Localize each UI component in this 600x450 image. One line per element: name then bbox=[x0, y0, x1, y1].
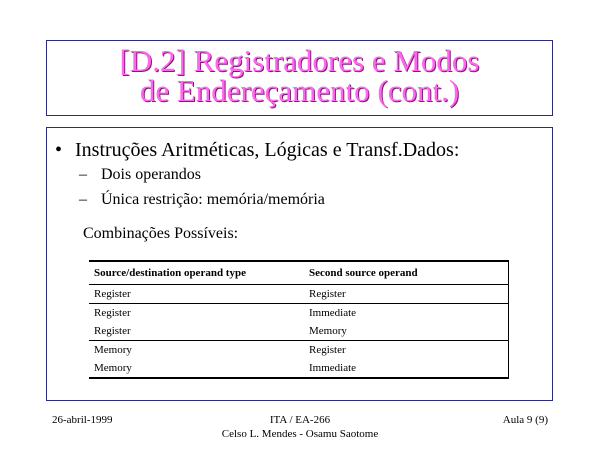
table-cell: Register bbox=[304, 341, 509, 360]
sub-item-operands bbox=[79, 165, 201, 185]
table-row bbox=[89, 341, 509, 360]
table-row bbox=[89, 322, 509, 341]
sub-item-restriction bbox=[79, 190, 325, 210]
main-bullet-text: Instruções Aritméticas, Lógicas e Transf.Dados: bbox=[75, 139, 460, 161]
table-cell: Register bbox=[304, 285, 509, 304]
header-second-source: Second source operand bbox=[304, 261, 509, 285]
content-box bbox=[46, 127, 553, 401]
table-row bbox=[89, 285, 509, 304]
sub-item-text: Dois operandos bbox=[101, 166, 201, 183]
title-box bbox=[46, 40, 553, 116]
title-line-2: de Endereçamento (cont.) bbox=[139, 73, 460, 108]
table-cell: Register bbox=[94, 325, 131, 337]
footer-course: ITA / EA-266 bbox=[269, 414, 331, 426]
table-row bbox=[89, 304, 509, 323]
table-cell: Memory bbox=[304, 322, 509, 341]
footer-page-number: Aula 9 (9) bbox=[502, 414, 548, 426]
header-source-destination: Source/destination operand type bbox=[89, 261, 304, 285]
title-line-1: [D.2] Registradores e Modos bbox=[119, 43, 480, 78]
table-cell: Memory bbox=[89, 359, 304, 378]
table-cell: Memory bbox=[89, 341, 304, 360]
footer-authors: Celso L. Mendes - Osamu Saotome bbox=[221, 428, 379, 440]
table-cell: Immediate bbox=[304, 359, 509, 378]
footer-date: 26-abril-1999 bbox=[52, 414, 113, 426]
bullet-icon: • bbox=[55, 139, 63, 161]
table-row bbox=[89, 359, 509, 378]
table-cell: Immediate bbox=[304, 304, 509, 323]
dash-icon: – bbox=[79, 191, 87, 208]
table-cell: Register bbox=[94, 288, 131, 300]
main-bullet bbox=[55, 138, 459, 162]
dash-icon: – bbox=[79, 166, 87, 183]
table-cell: Register bbox=[89, 304, 304, 323]
sub-item-text: Única restrição: memória/memória bbox=[101, 191, 325, 208]
table-header-row bbox=[89, 261, 509, 285]
combinations-label: Combinações Possíveis: bbox=[83, 225, 239, 242]
operand-combinations-table bbox=[89, 260, 509, 379]
